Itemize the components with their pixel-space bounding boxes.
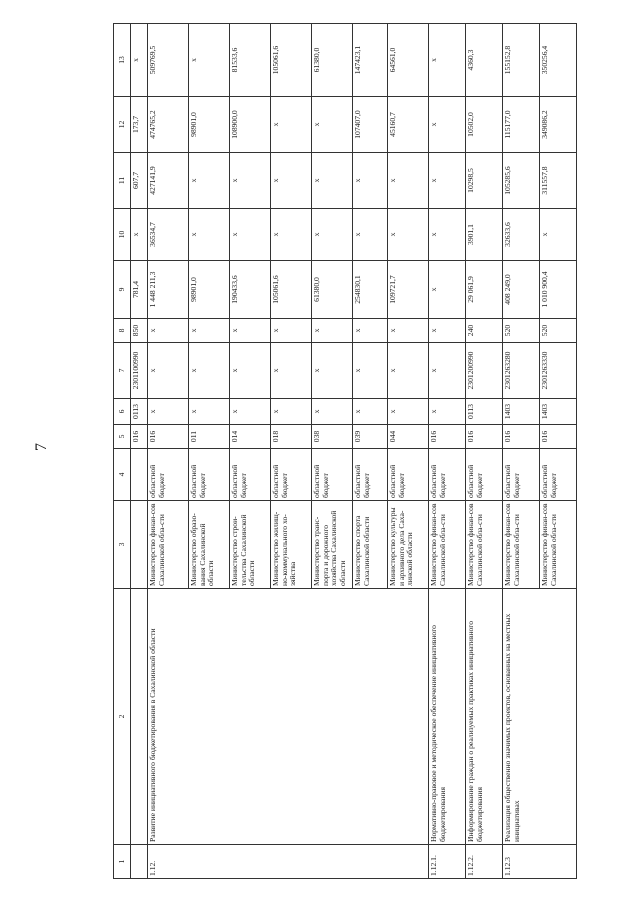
cell: x (230, 343, 271, 399)
cell: 32633,6 (503, 209, 540, 261)
col-header: 4 (114, 449, 131, 501)
cell: 98901,0 (189, 261, 230, 319)
cell: x (271, 153, 312, 209)
cell: 3901,1 (466, 209, 503, 261)
cell: x (312, 97, 353, 153)
cell: 016 (429, 425, 466, 449)
cell: x (148, 343, 189, 399)
cell-activity-name: Информирование граждан о реализуемых практиках инициативного бюджетирования (466, 589, 503, 845)
cell: 509769,5 (148, 24, 189, 97)
cell: 61380,0 (312, 24, 353, 97)
cell-source: областной бюджет (388, 449, 429, 501)
cell: 61380,0 (312, 261, 353, 319)
cell-executor: Министерство финан-сов Сахалинской обла-сти (429, 501, 466, 589)
cell: 011 (189, 425, 230, 449)
cell: x (271, 209, 312, 261)
cell-activity-name: Развитие инициативного бюджетирования в Сахалинской области (148, 589, 429, 845)
cell: 520 (503, 319, 540, 343)
cell: 349086,2 (540, 97, 577, 153)
cell: 016 (148, 425, 189, 449)
cell: 10502,0 (466, 97, 503, 153)
cell: 0113 (131, 399, 148, 425)
cell: 45160,7 (388, 97, 429, 153)
cell: 2301263330 (540, 343, 577, 399)
cell: x (230, 209, 271, 261)
cell: 64561,0 (388, 24, 429, 97)
header-row (114, 24, 131, 879)
cell: 781,4 (131, 261, 148, 319)
cell: x (312, 209, 353, 261)
col-header: 7 (114, 343, 131, 399)
cell: 115177,0 (503, 97, 540, 153)
cell: 240 (466, 319, 503, 343)
cell-source: областной бюджет (230, 449, 271, 501)
cell: x (148, 319, 189, 343)
cell: x (429, 97, 466, 153)
col-header: 11 (114, 153, 131, 209)
cell-executor: Министерство финан-сов Сахалинской обла-сти (148, 501, 189, 589)
cell: x (540, 209, 577, 261)
cell: x (429, 261, 466, 319)
col-header: 1 (114, 845, 131, 879)
page-number: 7 (33, 443, 50, 451)
cell: 10298,5 (466, 153, 503, 209)
cell-executor: Министерство образо-вания Сахалинской области (189, 501, 230, 589)
cell: 016 (503, 425, 540, 449)
cell: x (271, 97, 312, 153)
cell (131, 845, 148, 879)
cell: x (353, 153, 388, 209)
cell: x (429, 153, 466, 209)
cell-source: областной бюджет (148, 449, 189, 501)
cell: 2301100990 (131, 343, 148, 399)
cell: 607,7 (131, 153, 148, 209)
cell-source: областной бюджет (189, 449, 230, 501)
cell: x (388, 319, 429, 343)
cell: x (131, 24, 148, 97)
cell: x (353, 343, 388, 399)
cell: 044 (388, 425, 429, 449)
cell: x (353, 319, 388, 343)
cell-executor: Министерство финан-сов Сахалинской обла-сти (503, 501, 540, 589)
cell-row-number: 1.12. (148, 845, 429, 879)
col-header: 10 (114, 209, 131, 261)
cell: x (429, 24, 466, 97)
cell-source: областной бюджет (540, 449, 577, 501)
cell: 105061,6 (271, 24, 312, 97)
col-header: 3 (114, 501, 131, 589)
cell: 2301200990 (466, 343, 503, 399)
cell: x (189, 319, 230, 343)
summary-row (131, 24, 148, 879)
cell-executor: Министерство спорта Сахалинской области (353, 501, 388, 589)
cell: 190433,6 (230, 261, 271, 319)
cell: x (312, 399, 353, 425)
cell: 850 (131, 319, 148, 343)
cell: 105285,6 (503, 153, 540, 209)
cell: 29 061,9 (466, 261, 503, 319)
cell-executor: Министерство транс-порта и дорожного хозяйства Сахалинской области (312, 501, 353, 589)
cell (131, 501, 148, 589)
cell-executor: Министерство культуры и архивного дела Саха-линской области (388, 501, 429, 589)
cell-executor: Министерство финан-сов Сахалинской обла-сти (540, 501, 577, 589)
cell: x (353, 209, 388, 261)
cell-source: областной бюджет (312, 449, 353, 501)
cell: x (388, 399, 429, 425)
cell: x (271, 319, 312, 343)
cell: 81533,6 (230, 24, 271, 97)
cell: 36534,7 (148, 209, 189, 261)
col-header: 9 (114, 261, 131, 319)
cell: 1403 (503, 399, 540, 425)
cell: 1403 (540, 399, 577, 425)
col-header: 8 (114, 319, 131, 343)
cell: x (429, 399, 466, 425)
table-row (503, 24, 540, 879)
cell: 474765,2 (148, 97, 189, 153)
cell-source: областной бюджет (271, 449, 312, 501)
cell: x (312, 319, 353, 343)
cell: 109721,7 (388, 261, 429, 319)
col-header: 13 (114, 24, 131, 97)
cell-row-number: 1.12.1. (429, 845, 466, 879)
cell: 105061,6 (271, 261, 312, 319)
cell-executor: Министерство строи-тельства Сахалинской области (230, 501, 271, 589)
cell-source: областной бюджет (503, 449, 540, 501)
cell: x (271, 343, 312, 399)
table-row (148, 24, 189, 879)
cell: 2301263280 (503, 343, 540, 399)
cell: 520 (540, 319, 577, 343)
cell: 147423,1 (353, 24, 388, 97)
cell: 98901,0 (189, 97, 230, 153)
cell-activity-name: Реализация общественно значимых проектов, основанных на местных инициативах (503, 589, 577, 845)
cell (131, 589, 148, 845)
rotated-table-container (113, 24, 590, 879)
cell: x (131, 209, 148, 261)
cell: x (312, 343, 353, 399)
cell-executor: Министерство жилищ-но-коммунального хо-зяйства (271, 501, 312, 589)
cell: 1 448 211,3 (148, 261, 189, 319)
cell: x (312, 153, 353, 209)
cell: x (388, 153, 429, 209)
cell: 018 (271, 425, 312, 449)
budget-table (113, 23, 577, 879)
cell: x (189, 209, 230, 261)
cell: 155152,8 (503, 24, 540, 97)
cell: 108900,0 (230, 97, 271, 153)
cell: x (271, 399, 312, 425)
cell: x (148, 399, 189, 425)
cell: x (189, 153, 230, 209)
cell: x (353, 399, 388, 425)
cell: x (388, 343, 429, 399)
cell: x (230, 399, 271, 425)
cell: x (230, 153, 271, 209)
cell: 254830,1 (353, 261, 388, 319)
col-header: 12 (114, 97, 131, 153)
cell-executor: Министерство финан-сов Сахалинской обла-сти (466, 501, 503, 589)
col-header: 5 (114, 425, 131, 449)
cell: x (429, 319, 466, 343)
cell: 107407,0 (353, 97, 388, 153)
cell: 4360,3 (466, 24, 503, 97)
table-row (429, 24, 466, 879)
cell: 427141,9 (148, 153, 189, 209)
cell-source: областной бюджет (353, 449, 388, 501)
cell: 173,7 (131, 97, 148, 153)
cell (131, 449, 148, 501)
cell: 350256,4 (540, 24, 577, 97)
cell: x (388, 209, 429, 261)
cell-row-number: 1.12.3 (503, 845, 577, 879)
cell: 016 (131, 425, 148, 449)
cell: x (230, 319, 271, 343)
cell-row-number: 1.12.2. (466, 845, 503, 879)
cell-source: областной бюджет (429, 449, 466, 501)
cell: x (429, 343, 466, 399)
cell: 014 (230, 425, 271, 449)
cell: 016 (466, 425, 503, 449)
cell: 311557,8 (540, 153, 577, 209)
cell-source: областной бюджет (466, 449, 503, 501)
cell: x (189, 343, 230, 399)
table-row (466, 24, 503, 879)
cell: x (189, 24, 230, 97)
cell: 039 (353, 425, 388, 449)
cell: 016 (540, 425, 577, 449)
col-header: 2 (114, 589, 131, 845)
cell-activity-name: Нормативно-правовое и методическое обеспечение инициативного бюджетирования (429, 589, 466, 845)
cell: 408 249,0 (503, 261, 540, 319)
cell: 1 010 900,4 (540, 261, 577, 319)
cell: x (429, 209, 466, 261)
cell: 038 (312, 425, 353, 449)
cell: x (189, 399, 230, 425)
cell: 0113 (466, 399, 503, 425)
col-header: 6 (114, 399, 131, 425)
